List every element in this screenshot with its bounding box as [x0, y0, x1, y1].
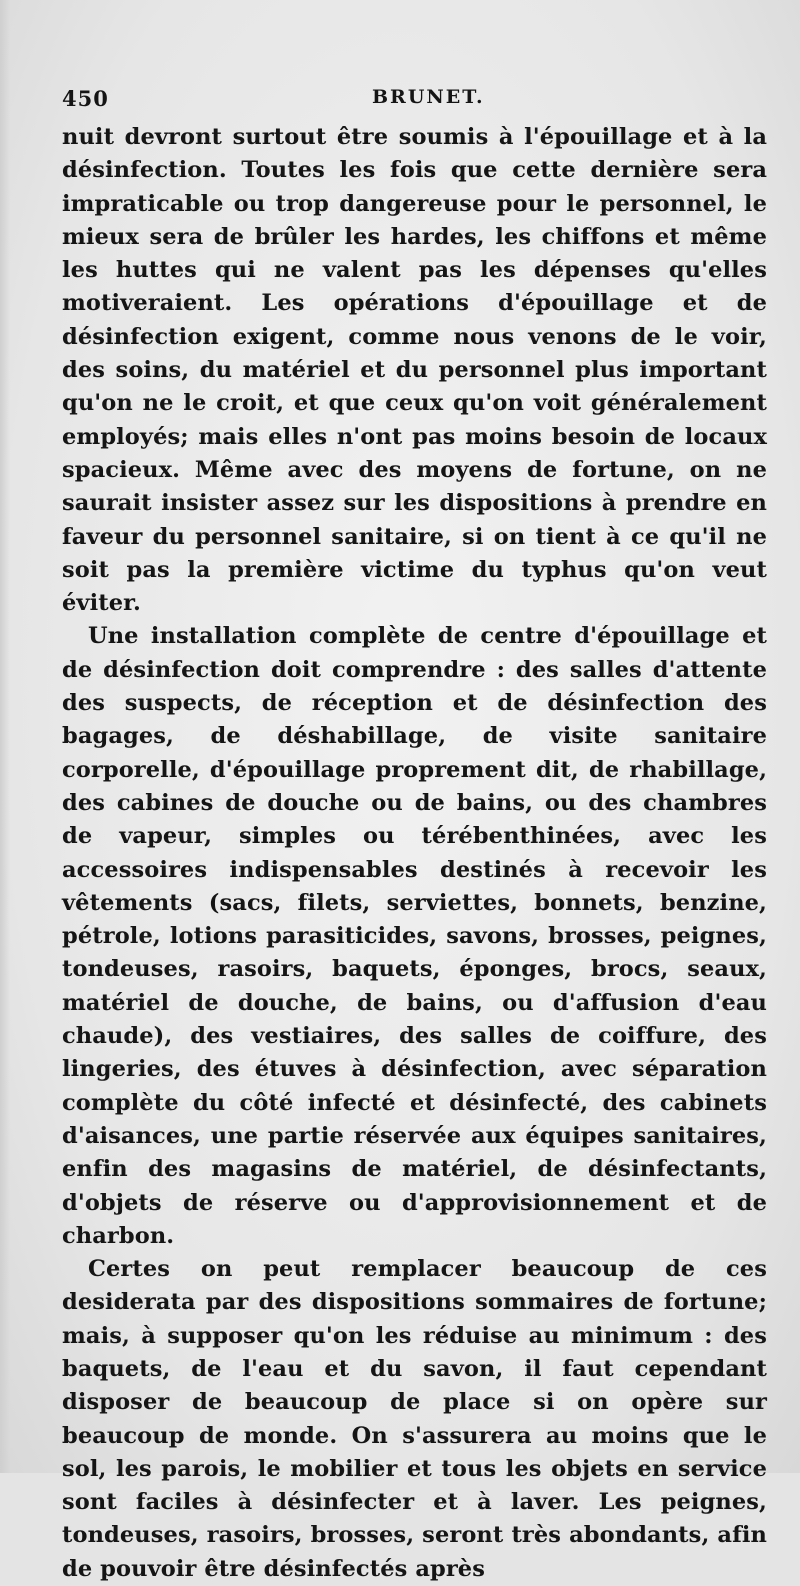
- page-edge-shadow: [0, 0, 10, 1473]
- running-title: BRUNET.: [372, 86, 485, 108]
- page-number: 450: [62, 86, 109, 111]
- page-header: [62, 86, 767, 116]
- paragraph-certes: Certes on peut remplacer beaucoup de ces desiderata par des dispositions sommaires de fortune; mais, à supposer qu'on les réduise au minimum : des baquets, de l'eau et du savon, il faut cependant disposer de beaucoup de place si on opère sur beaucoup de monde. On s'assurera au moins que le sol, les parois, le mobilier et tous les objets en service sont faciles à désinfecter et à laver. Les peignes, tondeuses, rasoirs, brosses, seront très abondants, afin de pouvoir être désinfectés après: [62, 1256, 767, 1582]
- paragraph-continued: nuit devront surtout être soumis à l'épouillage et à la désinfection. Toutes les fois que cette dernière sera impraticable ou trop dangereuse pour le personnel, le mieux sera de brûler les hardes, les chiffons et même les huttes qui ne valent pas les dépenses qu'elles motiveraient. Les opérations d'épouillage et de désinfection exigent, comme nous venons de le voir, des soins, du matériel et du personnel plus important qu'on ne le croit, et que ceux qu'on voit généralement employés; mais elles n'ont pas moins besoin de locaux spacieux. Même avec des moyens de fortune, on ne saurait insister assez sur les dispositions à prendre en faveur du personnel sanitaire, si on tient à ce qu'il ne soit pas la première victime du typhus qu'on veut éviter.: [62, 124, 767, 617]
- paragraph-installation: Une installation complète de centre d'épouillage et de désinfection doit comprendre : des salles d'attente des suspects, de réception et de désinfection des bagages, de déshabillage, de visite sanitaire corporelle, d'épouillage proprement dit, de rhabillage, des cabines de douche ou de bains, ou des chambres de vapeur, simples ou térébenthinées, avec les accessoires indispensables destinés à recevoir les vêtements (sacs, filets, serviettes, bonnets, benzine, pétrole, lotions parasiticides, savons, brosses, peignes, tondeuses, rasoirs, baquets, éponges, brocs, seaux, matériel de douche, de bains, ou d'affusion d'eau chaude), des vestiaires, des salles de coiffure, des lingeries, des étuves à désinfection, avec séparation complète du côté infecté et désinfecté, des cabinets d'aisances, une partie réservée aux équipes sanitaires, enfin des magasins de matériel, de désinfectants, d'objets de réserve ou d'approvisionnement et de charbon.: [62, 623, 767, 1249]
- body-text: [62, 121, 767, 1586]
